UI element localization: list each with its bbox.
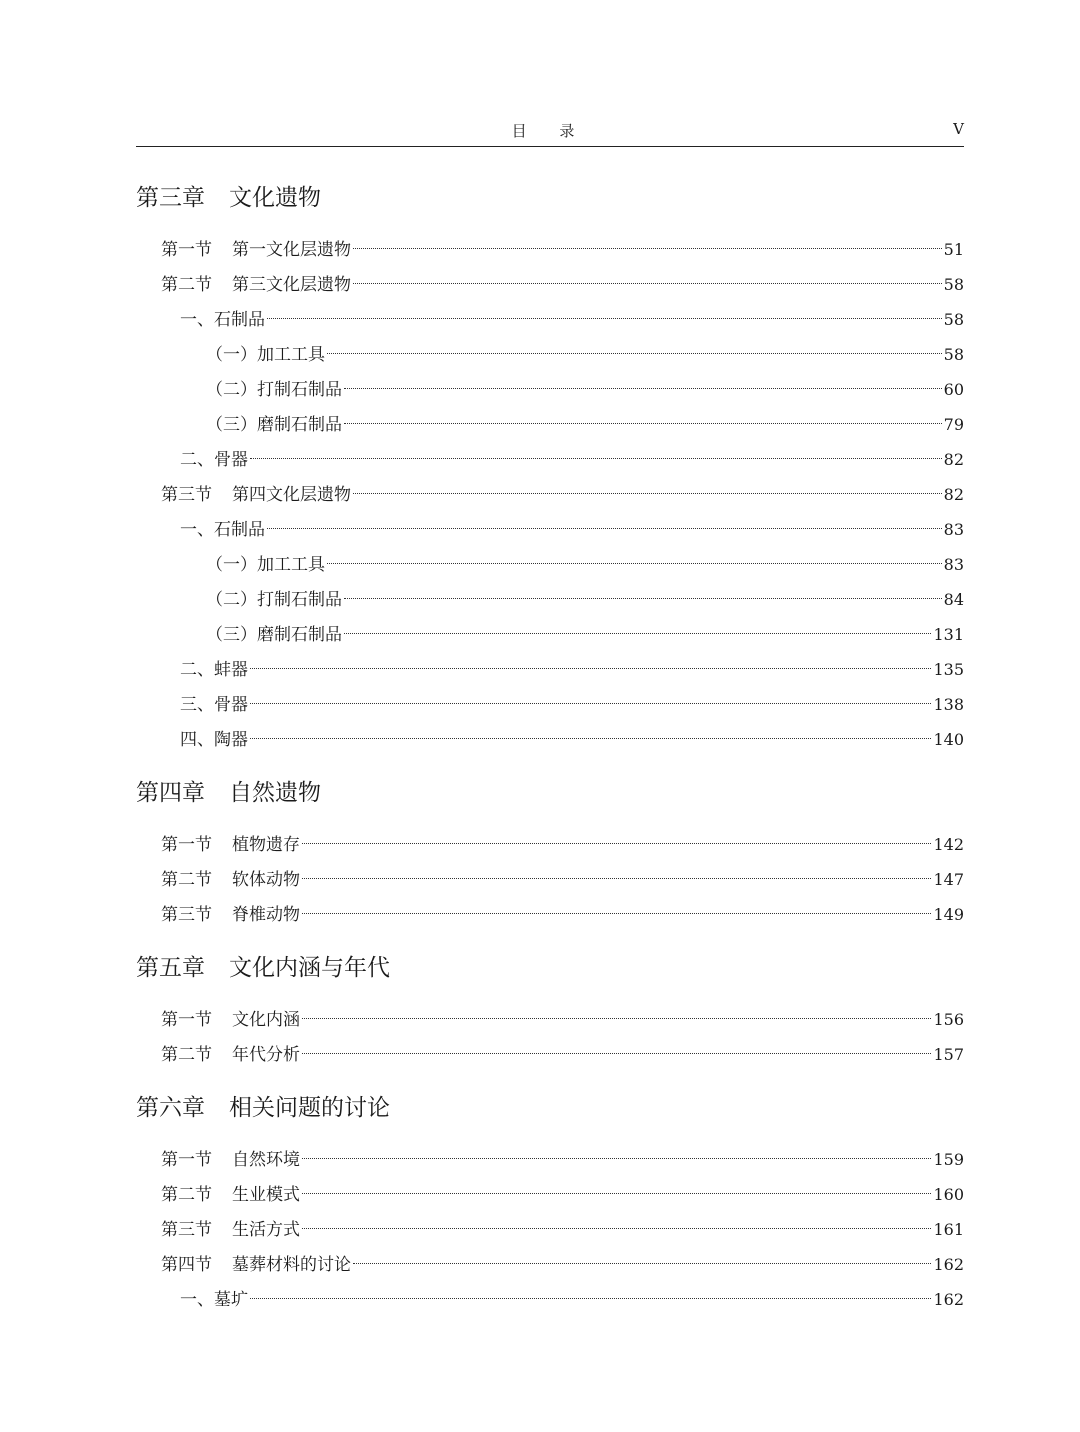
dot-leader bbox=[344, 388, 942, 389]
toc-entry[interactable] bbox=[136, 407, 964, 442]
entry-label bbox=[180, 688, 248, 723]
entry-title: （二）打制石制品 bbox=[206, 380, 342, 400]
dot-leader bbox=[327, 353, 942, 354]
chapter-heading bbox=[136, 950, 964, 986]
entry-title: （三）磨制石制品 bbox=[206, 415, 342, 435]
toc-entry[interactable] bbox=[136, 582, 964, 617]
dot-leader bbox=[250, 703, 931, 704]
entry-page-number: 58 bbox=[943, 345, 964, 364]
entry-page-number: 135 bbox=[933, 660, 964, 679]
entry-page-number: 162 bbox=[933, 1255, 964, 1274]
toc-entry[interactable] bbox=[136, 232, 964, 267]
entry-label bbox=[180, 513, 265, 548]
section-number: 第二节 bbox=[161, 1045, 212, 1065]
header-page-number: V bbox=[953, 120, 964, 138]
dot-leader bbox=[344, 633, 931, 634]
section-number: 第二节 bbox=[161, 275, 212, 295]
page-header bbox=[136, 118, 964, 147]
entry-page-number: 58 bbox=[943, 275, 964, 294]
entry-label bbox=[161, 1038, 300, 1073]
entry-title: 二、骨器 bbox=[180, 450, 248, 470]
toc-entry[interactable] bbox=[136, 722, 964, 757]
entry-title: （一）加工工具 bbox=[206, 345, 325, 365]
chapter-gap bbox=[136, 1072, 964, 1090]
entry-page-number: 82 bbox=[943, 450, 964, 469]
entry-page-number: 79 bbox=[943, 415, 964, 434]
dot-leader bbox=[250, 458, 942, 459]
entry-title: 一、石制品 bbox=[180, 520, 265, 540]
dot-leader bbox=[353, 493, 942, 494]
dot-leader bbox=[302, 1053, 931, 1054]
entry-title: 生活方式 bbox=[232, 1220, 300, 1240]
section-number: 第一节 bbox=[161, 1010, 212, 1030]
entry-label bbox=[161, 898, 300, 933]
toc-entry[interactable] bbox=[136, 687, 964, 722]
toc-entry[interactable] bbox=[136, 1002, 964, 1037]
entry-label bbox=[180, 443, 248, 478]
entry-label bbox=[161, 863, 300, 898]
dot-leader bbox=[344, 598, 942, 599]
section-number: 第四节 bbox=[161, 1255, 212, 1275]
entry-title: （二）打制石制品 bbox=[206, 590, 342, 610]
toc-entry[interactable] bbox=[136, 1212, 964, 1247]
chapter-title: 文化内涵与年代 bbox=[229, 955, 390, 981]
toc-entry[interactable] bbox=[136, 337, 964, 372]
entry-label bbox=[180, 1283, 248, 1318]
entry-title: 生业模式 bbox=[232, 1185, 300, 1205]
dot-leader bbox=[267, 318, 942, 319]
chapter-title: 自然遗物 bbox=[229, 780, 321, 806]
section-number: 第一节 bbox=[161, 835, 212, 855]
toc-entry[interactable] bbox=[136, 1142, 964, 1177]
section-number: 第二节 bbox=[161, 1185, 212, 1205]
dot-leader bbox=[327, 563, 942, 564]
entry-label bbox=[161, 1213, 300, 1248]
section-number: 第二节 bbox=[161, 870, 212, 890]
entry-label bbox=[161, 268, 351, 303]
header-title: 目 录 bbox=[511, 122, 589, 140]
entry-title: 植物遗存 bbox=[232, 835, 300, 855]
entry-page-number: 82 bbox=[943, 485, 964, 504]
dot-leader bbox=[353, 1263, 931, 1264]
entry-page-number: 140 bbox=[933, 730, 964, 749]
toc-entry[interactable] bbox=[136, 827, 964, 862]
dot-leader bbox=[302, 1228, 931, 1229]
dot-leader bbox=[250, 668, 931, 669]
toc-entry[interactable] bbox=[136, 1247, 964, 1282]
section-number: 第三节 bbox=[161, 905, 212, 925]
entry-title: 自然环境 bbox=[232, 1150, 300, 1170]
entry-page-number: 161 bbox=[933, 1220, 964, 1239]
table-of-contents bbox=[136, 180, 964, 1317]
dot-leader bbox=[250, 738, 931, 739]
entry-page-number: 58 bbox=[943, 310, 964, 329]
section-number: 第一节 bbox=[161, 240, 212, 260]
entry-page-number: 156 bbox=[933, 1010, 964, 1029]
entry-title: 第四文化层遗物 bbox=[232, 485, 351, 505]
chapter-number: 第五章 bbox=[136, 955, 205, 981]
section-number: 第三节 bbox=[161, 1220, 212, 1240]
entry-page-number: 149 bbox=[933, 905, 964, 924]
entry-label bbox=[206, 408, 342, 443]
dot-leader bbox=[344, 423, 942, 424]
dot-leader bbox=[267, 528, 942, 529]
entry-title: （三）磨制石制品 bbox=[206, 625, 342, 645]
chapter-title: 相关问题的讨论 bbox=[229, 1095, 390, 1121]
section-number: 第三节 bbox=[161, 485, 212, 505]
dot-leader bbox=[302, 1018, 931, 1019]
toc-entry[interactable] bbox=[136, 1037, 964, 1072]
entry-label bbox=[206, 548, 325, 583]
chapter-heading bbox=[136, 180, 964, 216]
toc-entry[interactable] bbox=[136, 617, 964, 652]
dot-leader bbox=[353, 248, 942, 249]
toc-entry[interactable] bbox=[136, 302, 964, 337]
entry-page-number: 51 bbox=[943, 240, 964, 259]
toc-entry[interactable] bbox=[136, 267, 964, 302]
entry-title: 四、陶器 bbox=[180, 730, 248, 750]
toc-entry[interactable] bbox=[136, 1177, 964, 1212]
entry-title: 第一文化层遗物 bbox=[232, 240, 351, 260]
chapter-heading bbox=[136, 1090, 964, 1126]
chapter-number: 第六章 bbox=[136, 1095, 205, 1121]
entry-page-number: 83 bbox=[943, 555, 964, 574]
toc-entry[interactable] bbox=[136, 862, 964, 897]
chapter-number: 第四章 bbox=[136, 780, 205, 806]
chapter-number: 第三章 bbox=[136, 185, 205, 211]
entry-label bbox=[161, 233, 351, 268]
toc-entry[interactable] bbox=[136, 652, 964, 687]
entry-title: 一、石制品 bbox=[180, 310, 265, 330]
entry-label bbox=[161, 1248, 351, 1283]
entry-page-number: 147 bbox=[933, 870, 964, 889]
entry-label bbox=[161, 1003, 300, 1038]
entry-page-number: 162 bbox=[933, 1290, 964, 1309]
chapter-title: 文化遗物 bbox=[229, 185, 321, 211]
entry-title: （一）加工工具 bbox=[206, 555, 325, 575]
section-number: 第一节 bbox=[161, 1150, 212, 1170]
entry-label bbox=[161, 828, 300, 863]
toc-entry[interactable] bbox=[136, 547, 964, 582]
entry-title: 文化内涵 bbox=[232, 1010, 300, 1030]
entry-label bbox=[161, 1143, 300, 1178]
entry-label bbox=[180, 303, 265, 338]
entry-title: 软体动物 bbox=[232, 870, 300, 890]
entry-title: 年代分析 bbox=[232, 1045, 300, 1065]
entry-label bbox=[206, 338, 325, 373]
entry-title: 墓葬材料的讨论 bbox=[232, 1255, 351, 1275]
entry-title: 三、骨器 bbox=[180, 695, 248, 715]
dot-leader bbox=[302, 1193, 931, 1194]
toc-entry[interactable] bbox=[136, 477, 964, 512]
entry-label bbox=[180, 653, 248, 688]
toc-entry[interactable] bbox=[136, 372, 964, 407]
entry-page-number: 84 bbox=[943, 590, 964, 609]
toc-entry[interactable] bbox=[136, 1282, 964, 1317]
entry-page-number: 160 bbox=[933, 1185, 964, 1204]
entry-page-number: 142 bbox=[933, 835, 964, 854]
dot-leader bbox=[250, 1298, 931, 1299]
dot-leader bbox=[302, 913, 931, 914]
chapter-gap bbox=[136, 757, 964, 775]
toc-entry[interactable] bbox=[136, 442, 964, 477]
entry-page-number: 83 bbox=[943, 520, 964, 539]
entry-page-number: 60 bbox=[943, 380, 964, 399]
entry-label bbox=[206, 373, 342, 408]
entry-label bbox=[161, 478, 351, 513]
toc-entry[interactable] bbox=[136, 897, 964, 932]
dot-leader bbox=[302, 1158, 931, 1159]
entry-label bbox=[180, 723, 248, 758]
entry-title: 二、蚌器 bbox=[180, 660, 248, 680]
dot-leader bbox=[302, 878, 931, 879]
dot-leader bbox=[302, 843, 931, 844]
toc-entry[interactable] bbox=[136, 512, 964, 547]
entry-label bbox=[206, 618, 342, 653]
entry-page-number: 138 bbox=[933, 695, 964, 714]
chapter-heading bbox=[136, 775, 964, 811]
entry-page-number: 131 bbox=[933, 625, 964, 644]
entry-label bbox=[161, 1178, 300, 1213]
entry-title: 一、墓圹 bbox=[180, 1290, 248, 1310]
entry-page-number: 159 bbox=[933, 1150, 964, 1169]
entry-title: 脊椎动物 bbox=[232, 905, 300, 925]
entry-title: 第三文化层遗物 bbox=[232, 275, 351, 295]
dot-leader bbox=[353, 283, 942, 284]
entry-page-number: 157 bbox=[933, 1045, 964, 1064]
chapter-gap bbox=[136, 932, 964, 950]
entry-label bbox=[206, 583, 342, 618]
